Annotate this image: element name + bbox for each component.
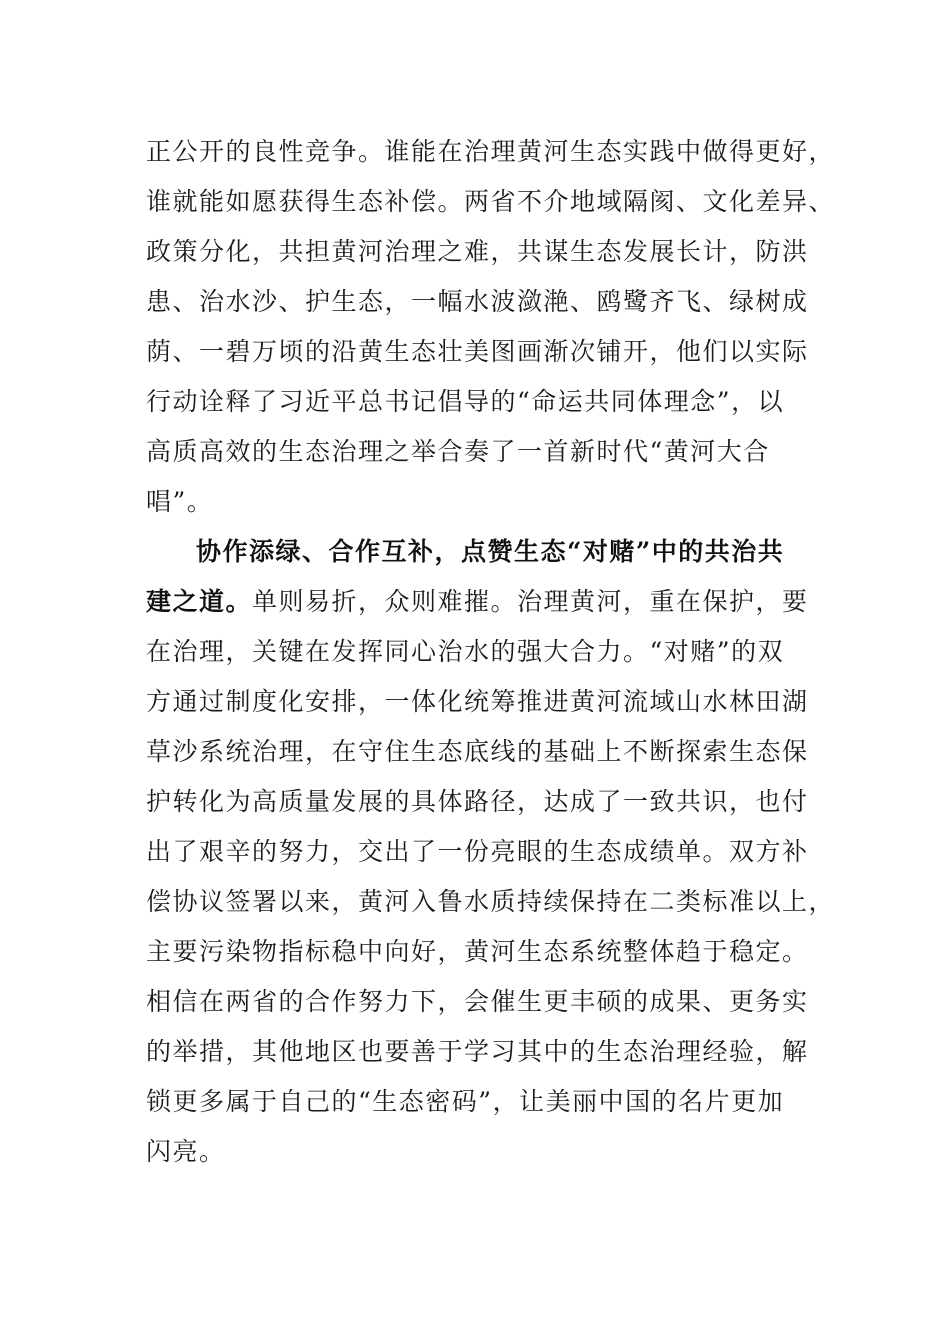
paragraph-line: 偿协议签署以来，黄河入鲁水质持续保持在二类标准以上， <box>146 887 836 916</box>
paragraph-line: 出了艰辛的努力，交出了一份亮眼的生态成绩单。双方补 <box>146 837 809 866</box>
paragraph-line: 谁就能如愿获得生态补偿。两省不介地域隔阂、文化差异、 <box>146 187 836 216</box>
paragraph-line: 患、治水沙、护生态，一幅水波潋滟、鸥鹭齐飞、绿树成 <box>146 287 809 316</box>
paragraph-line: 闪亮。 <box>146 1137 226 1166</box>
paragraph-heading: 协作添绿、合作互补，点赞生态“对赌”中的共治共 <box>196 537 785 566</box>
paragraph-line: 行动诠释了习近平总书记倡导的“命运共同体理念”，以 <box>146 387 785 416</box>
paragraph-line: 锁更多属于自己的“生态密码”，让美丽中国的名片更加 <box>146 1087 785 1116</box>
paragraph-line: 方通过制度化安排，一体化统筹推进黄河流域山水林田湖 <box>146 687 809 716</box>
paragraph-1 <box>146 127 836 527</box>
paragraph-line-text: 单则易折，众则难摧。治理黄河，重在保护，要 <box>252 587 809 616</box>
paragraph-line: 正公开的良性竞争。谁能在治理黄河生态实践中做得更好， <box>146 137 836 166</box>
paragraph-line: 草沙系统治理，在守住生态底线的基础上不断探索生态保 <box>146 737 809 766</box>
paragraph-line: 政策分化，共担黄河治理之难，共谋生态发展长计，防洪 <box>146 237 809 266</box>
paragraph-line: 的举措，其他地区也要善于学习其中的生态治理经验，解 <box>146 1037 809 1066</box>
paragraph-line: 护转化为高质量发展的具体路径，达成了一致共识，也付 <box>146 787 809 816</box>
paragraph-line: 在治理，关键在发挥同心治水的强大合力。“对赌”的双 <box>146 637 785 666</box>
paragraph-line <box>146 577 809 627</box>
paragraph-line: 荫、一碧万顷的沿黄生态壮美图画渐次铺开，他们以实际 <box>146 337 809 366</box>
paragraph-2 <box>146 527 836 1177</box>
paragraph-line: 主要污染物指标稳中向好，黄河生态系统整体趋于稳定。 <box>146 937 809 966</box>
paragraph-heading-end: 建之道。 <box>146 587 253 616</box>
paragraph-line: 唱”。 <box>146 487 214 516</box>
paragraph-line: 相信在两省的合作努力下，会催生更丰硕的成果、更务实 <box>146 987 809 1016</box>
paragraph-line: 高质高效的生态治理之举合奏了一首新时代“黄河大合 <box>146 437 770 466</box>
